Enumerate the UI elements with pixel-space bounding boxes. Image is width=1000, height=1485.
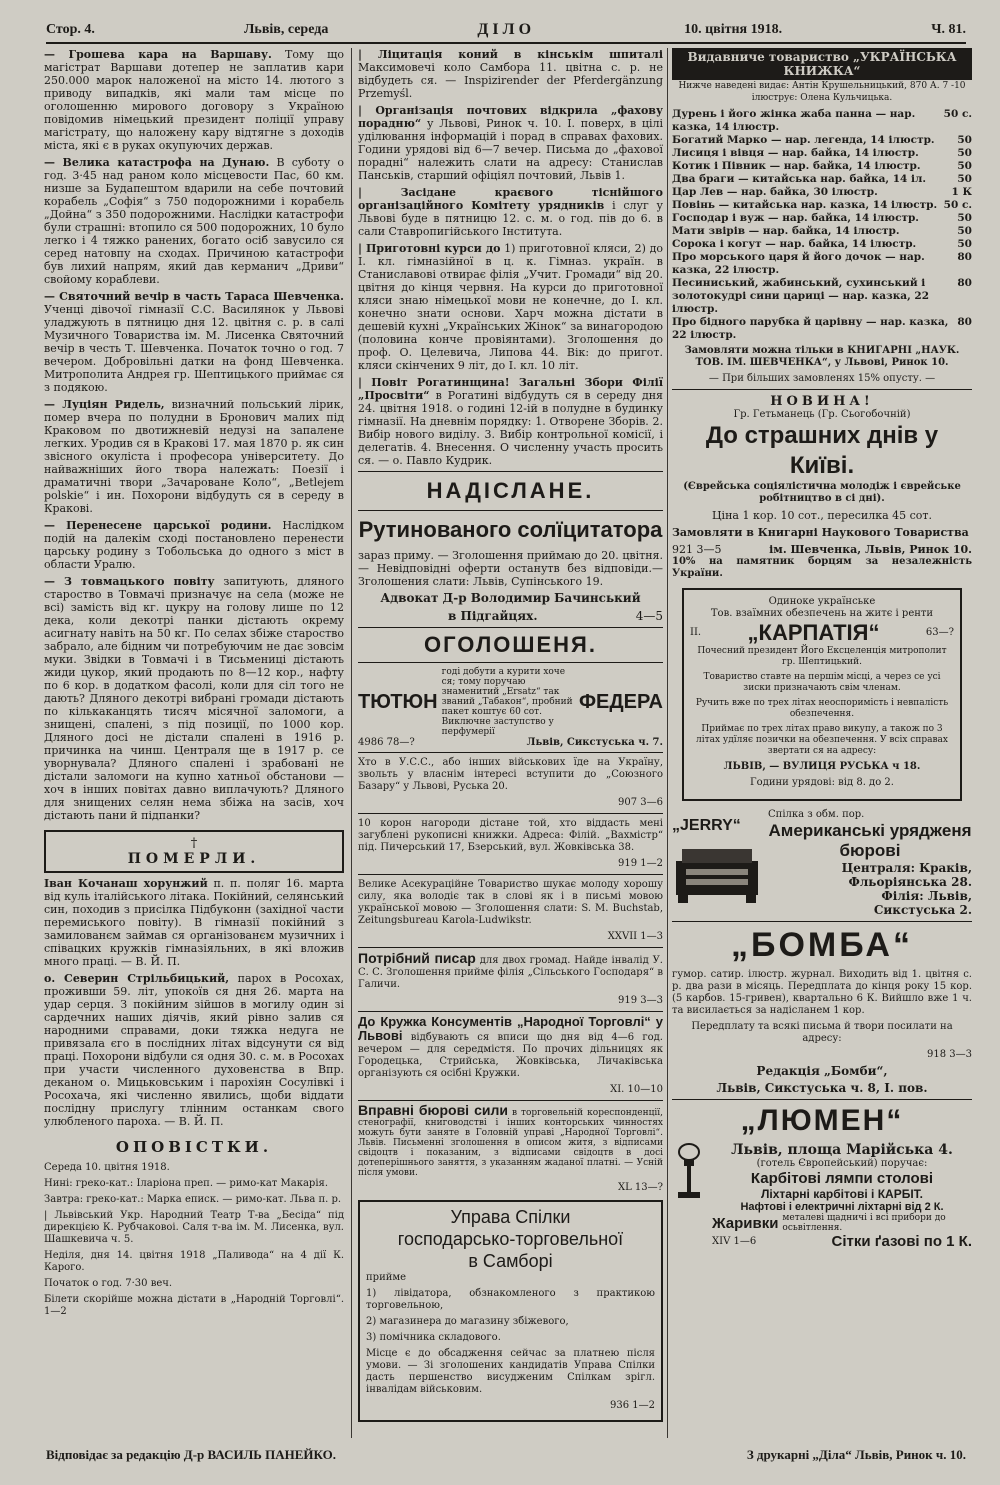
book-title: Сорока і когут — нар. байка, 14 ілюстр.	[672, 238, 917, 250]
clerks-code: XL 13—?	[617, 1182, 663, 1193]
sambir-position: 3) помічника складового.	[366, 1332, 501, 1343]
book-item	[672, 277, 972, 316]
news-item-text: Наслідком подій на далекім сході постановлено перенести царську родину з Тобольська до одного з міст в области Уралю.	[44, 519, 344, 571]
book-title: Мати звірів — нар. байка, 14 ілюстр.	[672, 225, 900, 237]
news-item	[44, 48, 344, 152]
news-sub: (Єврейська соціялістична молодіж і єврейське робітництво в сі дні).	[683, 481, 961, 504]
book-price: 1 К	[951, 186, 972, 198]
news-order-2: ім. Шевченка, Львів, Ринок 10.	[769, 543, 972, 556]
divider	[358, 1011, 663, 1012]
book-title: Про морського царя й його дочок — нар. казка, 22 ілюстр.	[672, 251, 925, 276]
divider	[672, 921, 972, 922]
news-item-text: визначний польський лірик, помер вчера по полудни в Бронович малих під Краковом по двотижневій недузі на запалене легких. Уродив ся в Кракові 17. мая 1870 р. як син звісного окуліста і професора університету. До найважніших його твора належать: Поезії і драматичні твори „Зачароване Коло“, „Betlejem polskie“ і ин. Похорони відбудуть ся в середу в Кракові.	[44, 398, 344, 515]
news-item	[44, 398, 344, 515]
lumen-line-2: Ліхтарні карбітові і КАРБІТ.	[760, 1187, 923, 1201]
lamp-icon	[672, 1142, 706, 1202]
book-item	[672, 186, 972, 199]
announcement	[358, 186, 663, 238]
divider	[672, 389, 972, 390]
news-item	[44, 156, 344, 286]
divider	[358, 510, 663, 511]
obituary-text: п. п. поляг 16. марта від куль італійського літака. Покійний, селянський син, походив з присілка Підбуконн (західної части перемиського повіту). В гімназії покійний з замилованєм займав ся організованєм музичних і співацких кружків гімназіяльних, в які вложив много праці. — В. Й. П.	[44, 877, 344, 968]
solicitor-place: в Підгайцях.	[448, 609, 538, 623]
book-title: Про бідного парубка й царівну — нар. казка, 22 ілюстр.	[672, 316, 949, 341]
footer-printer: З друкарні „Діла“ Львів, Ринок ч. 10.	[746, 1447, 966, 1462]
tobacco-ad	[358, 667, 663, 737]
karpatia-address: ЛЬВІВ, — ВУЛИЦЯ РУСЬКА ч 18.	[723, 761, 921, 772]
place-day: Львів, середа	[243, 22, 329, 37]
solicitor-signature: Адвокат Д-р Володимир Бачинський	[380, 591, 641, 605]
book-item	[672, 251, 972, 277]
solicitor-text: зараз приму. — Зголошення приймаю до 20. цвітня. — Невідповідні оферти останутв без відповіди.—Зголошения слати: Львів, Супінського 19.	[358, 549, 663, 588]
notice	[44, 1250, 344, 1274]
lumen-line-5: Сітки ґазові по 1 К.	[831, 1233, 972, 1250]
book-item	[672, 316, 972, 342]
sambir-title-2: господарсько-торговельної	[397, 1229, 624, 1249]
karpatia-name: „КАРПАТІЯ“	[747, 620, 880, 645]
lumen-hotel: (готель Європейський) поручає:	[756, 1158, 928, 1169]
announcement-lead: | Приготовні курси до	[358, 242, 501, 255]
footer-editor: Відповідає за редакцію Д-р ВАСИЛЬ ПАНЕЙКО.	[46, 1447, 336, 1462]
notice	[44, 1162, 344, 1174]
divider	[358, 662, 663, 663]
solicitor-place-row	[358, 609, 663, 623]
coop-ad: відбувають ся вписи що дня від 4—6 год. вечером — для середмістя. По прочих дільницях як Городецька, Стрийська, Жовківська, Личаківська організують ся осібні Кружки.	[358, 1032, 663, 1079]
jerry-name: „JERRY“	[672, 817, 741, 834]
lumen-line-4	[712, 1213, 972, 1233]
book-price: 50	[957, 173, 972, 185]
book-title: Господар і вуж — нар. байка, 14 ілюстр.	[672, 212, 919, 224]
book-price: 50	[957, 212, 972, 224]
karpatia-roman: II.	[690, 627, 702, 638]
clerks-lead: Вправні бюрові сили	[358, 1102, 508, 1118]
news-item-lead: — Грошева кара на Варшаву.	[44, 48, 272, 61]
news-item	[44, 575, 344, 822]
book-price: 80	[957, 277, 972, 289]
book-title: Богатий Марко — нар. легенда, 14 ілюстр.	[672, 134, 935, 146]
solicitor-code: 4—5	[635, 609, 663, 623]
announcement-lead: | Повіт Рогатинщина! Загальні Збори Філії „Просвіти“	[358, 376, 663, 402]
typewriter-icon	[672, 835, 762, 905]
notice-text: Початок о год. 7·30 веч.	[44, 1278, 173, 1289]
book-price: 50	[957, 238, 972, 250]
book-price: 80	[957, 251, 972, 263]
notice	[44, 1178, 344, 1190]
obituary	[44, 972, 344, 1128]
book-item	[672, 199, 972, 212]
obituary-text: парох в Росохах, проживши 59. літ, упокоїв ся дня 26. марта на удар серця. З покійним зійшов в могилу один зі сардечних наших діячів, який рівно залив ся народними справами, доки тяжка недуга не привязала єго в послідних літах відсунути ся від праці. Похорони відбули ся одня 30. с. м. в Росохах при участи численного духовенства в Впр. деканом о. Мицьковським і парохіян Сосулівкі і Росохача, які численно явились, щоби віддати послідну прислугу тлінним останкам свого улюбленого пароха. — В. Й. П.	[44, 972, 344, 1128]
lumen-line-4b: металеві щадничі і всі прибори до осьвітлення.	[782, 1213, 946, 1233]
news-item-text: Ученці дівочої гімназії С.С. Василянок у Львові уладжують в пятницю дня 12. цвітня с. р. в салі Музичного Товариства ім. М. Лисенка Святочний вечір в честь Т. Шевченка. Початок точно о год. 7 вечером. Добровільні датки на фонд Шевченка. Митрополита Андрея гр. Шептицького приймає ся з подякою.	[44, 303, 344, 394]
news-item-text: запитують, дляного староство в Товмачі призначує на села (може не всі) замість від кг. цукру на голову лише по 12 декa, коли декотрі панки дістають окремy асигнату навіть на 50 кг. По селах збіже староство забрало, але бідним чи потребуючим не дає зовсім муки. Звідки в Товмачі і в Тисьмениці дістають жиди цукор, який продають по 8—12 кор., нафту по 6 кор. в додатком фасолі, коли для сіл того не дають? Дляного декотрі вибрані громади дістають по кількаканцять тисяч місячної заломоги, а знищені, спалені, з під позиції, по 1000 кор. Дляного досі не дістали спалені в 1916 р. причинка на чинш. Централя ще в 1917 р. се уворнувала? Дляного спалені і зрабовані не дістали заломоги на купно хатньої обстанови — хоч в інших повітах давно виплачують? Дляного для знищених селян нема збіжа на засів, хоч дістають пани й підпанки?	[44, 575, 344, 822]
jerry-ad	[672, 809, 972, 917]
notices-title: ОПОВІСТКИ.	[115, 1138, 273, 1156]
announcement	[358, 376, 663, 467]
karpatia-hours: Години урядові: від 8. до 2.	[750, 777, 894, 788]
news-author: Гр. Гетьманець (Гр. Сьогобочній)	[733, 409, 911, 420]
book-title: Два браги — китайська нар. байка, 14 іл.	[672, 173, 927, 185]
divider	[358, 874, 663, 875]
bomba-address-1: Редакція „Бомби“,	[756, 1064, 888, 1078]
announcement-lead: | Організація почтових відкрила „фахову порадню“	[358, 104, 663, 130]
lumen-line-3: Нафтові і електричні ліхтарні від 2 К.	[740, 1201, 944, 1213]
book-list	[672, 108, 972, 342]
bomba-code: 918 3—3	[927, 1049, 972, 1060]
karpatia-code: 63—?	[925, 627, 954, 638]
divider	[358, 627, 663, 628]
news-item-lead: — Велика катастрофа на Дунаю.	[44, 156, 270, 169]
book-item	[672, 134, 972, 147]
book-item	[672, 173, 972, 186]
notice-text: Нині: греко-кат.: Іларіона преп. — римо-кат Макарія.	[44, 1178, 329, 1189]
sambir-code: 936 1—2	[610, 1400, 655, 1411]
jerry-address-4: Сикстуська 2.	[873, 903, 972, 917]
announcement-text: і слуг у Львові буде в пятницю 12. с. м. о год. пів до 6. в сали Ставропигійського Інститута.	[358, 199, 663, 238]
publisher-title: Видавниче товариство „УКРАЇНСЬКА КНИЖКА“	[672, 48, 972, 80]
news-item-text: Тому що магістрат Варшави дотепер не заплатив кари 250.000 марок наложеної на місто 14. лютого з приводу випадків, які мали там місце по оголошенню мирового договору з Україною повідомив німецький президент поліції управу магістрату, що наложену кару відтягне з доходів міста, які є в руках окупуючих держав.	[44, 48, 344, 152]
news-order: Замовляти в Книгарні Наукового Товариства	[672, 526, 969, 539]
divider	[358, 471, 663, 472]
obituary-lead: о. Северин Стрільбицький,	[44, 972, 230, 985]
karpatia-line-2: Тов. взаїмних обезпечень на житє і ренти	[710, 608, 934, 619]
sambir-position: 1) лівідатора, обзнакомленого з практикою торговельною,	[366, 1288, 655, 1311]
notice-text: Середа 10. цвітня 1918.	[44, 1162, 170, 1173]
book-item	[672, 108, 972, 134]
notice-text: | Львівський Укр. Народний Театр Т-ва „Бесіда“ під дирекцією К. Рубчаковоі. Саля т-ва ім. М. Лисенка, вул. Шашкевича ч. 5.	[44, 1210, 344, 1245]
news-price: Ціна 1 кор. 10 сот., пересилка 45 сот.	[711, 509, 933, 522]
book-title: Котик і Півник — нар. байка, 14 ілюстр.	[672, 160, 921, 172]
karpatia-line-1: Одиноке українське	[768, 596, 876, 607]
book-price: 50	[957, 134, 972, 146]
died-title: ПОМЕРЛИ.	[127, 851, 261, 867]
jerry-sub: Спілка з обм. пор.	[768, 809, 865, 820]
column-rule	[351, 48, 352, 1438]
karpatia-text-3: Ручить вже по трех літах неоспоримість і невпалість обезпечення.	[695, 698, 949, 719]
bomba-pay: Передплату та всякі письма й твори посилати на адресу:	[691, 1021, 953, 1044]
divider	[358, 947, 663, 948]
obituary-header	[44, 830, 344, 873]
news-item-text: В суботу о год. 3·45 над раном коло місцевости Пас, 60 км. низше за Будапештом вдарили на себе почтовий корабель „Софія“ з 750 подорожними і корабель „Дойна“ з 350 подорожними. Наслідки катастрофи були страшні: втопило ся 500 подорожних, 10 було легко і 4 тяжко ранених, богато осіб завусило ся серед натовпу на сходах. Причиною катастрофи був лихий напрям, який дав керманич „Дриви“ свойому кораблеви.	[44, 156, 344, 286]
coop-lead: До Кружка Консументів „Народної Торговлі“ у Львові	[358, 1014, 663, 1043]
book-item	[672, 238, 972, 251]
page-footer	[46, 1447, 966, 1463]
jerry-address-1: Централя: Краків,	[841, 861, 972, 875]
divider	[358, 813, 663, 814]
announcement	[358, 104, 663, 182]
book-price: 50 с.	[943, 108, 972, 120]
tobacco-address: Львів, Сикстуська ч. 7.	[526, 737, 663, 748]
announcement-lead: | Засідане краєвого тіснійшого організаційного Комітету урядників	[358, 186, 663, 212]
lumen-code: XIV 1—6	[712, 1235, 757, 1247]
lumen-text	[712, 1142, 972, 1250]
divider	[358, 1100, 663, 1101]
divider	[672, 1099, 972, 1100]
divider	[358, 752, 663, 753]
news-title: До страшних днів у Київі.	[705, 422, 939, 479]
clerks-ad: в торговельній кореспонденції, стенографії, книговодстві і інших конторських чинностях можуть бути занятe в Головній управі „Народної Торговлі“. Львів. Письменні зголошення в описом житя, з відписами свідоцтв і показаним, з відписами свідоцтв в досі дотеперішнього заняття, з указанням жаданої платні. — Усній після умови.	[358, 1108, 663, 1178]
news-item-lead: — З товмацького повіту	[44, 575, 215, 588]
announcement-text: Максимовечі коло Самбора 11. цвітна с. р. не відбудеть ся. — Inspizirender der Pferdergänzung Przemyśl.	[358, 61, 663, 100]
notice-text: Завтра: греко-кат.: Марка еписк. — римо-кат. Льва п. р.	[44, 1194, 342, 1205]
news-order-row	[672, 543, 972, 556]
book-price: 50	[957, 225, 972, 237]
obituaries	[44, 877, 344, 1128]
news-label: НОВИНА!	[770, 394, 874, 409]
book-title: Цар Лев — нар. байка, 30 ілюстр.	[672, 186, 878, 198]
notice	[44, 1294, 344, 1318]
column-3	[672, 48, 972, 1250]
tobacco-left: ТЮТЮН	[358, 690, 438, 713]
book-item	[672, 160, 972, 173]
notice	[44, 1278, 344, 1290]
scribe-code: 919 3—3	[618, 995, 663, 1006]
obituary-lead: Іван Кочанаш хорунжий	[44, 877, 208, 890]
page-header	[46, 18, 966, 44]
announcement-lead: | Ліцитація коний в кінськім шпиталі	[358, 48, 663, 61]
sambir-accepts: прийме	[366, 1272, 407, 1283]
ads-title: ОГОЛОШЕНЯ.	[423, 632, 597, 657]
book-item	[672, 225, 972, 238]
lumen-line-5-row	[712, 1233, 972, 1250]
news-code: 921 3—5	[672, 543, 722, 556]
jerry-right	[768, 809, 972, 917]
reward-code: 919 1—2	[618, 858, 663, 869]
insurance-ad: Велике Асекураційне Товариство шукає молоду хорошу силу, яка володіє так в слові як і в письмі мовою української мовою — Зголошення слати: S. M. Buchstab, Zeitungsbureau Karola-Ludwikstr.	[358, 879, 663, 926]
book-price: 50 с.	[943, 199, 972, 211]
column-2	[358, 48, 663, 1426]
tobacco-footer	[358, 737, 663, 748]
tobacco-code: 4986 78—?	[358, 737, 415, 748]
publisher-sub: Нижче наведені видає: Антін Крушельницький, 870 А. 7 -10 ілюструє: Олена Кульчицька.	[678, 81, 966, 103]
karpatia-name-row	[690, 620, 954, 646]
uss-code: 907 3—6	[618, 797, 663, 808]
announcement-text: у Львові, Ринок ч. 10. І. поверх, в цілі уділювання інформацій і порад в справах фахових. Години урядові від 6—7 вечер. Письма до „фахової порадні“ належить слати на адресу: Станислав Панськів, старший офіціял почтовий, Львів 1.	[358, 117, 663, 182]
sambir-ad	[358, 1200, 663, 1422]
lumen-address: Львів, площа Марійська 4.	[731, 1142, 953, 1158]
karpatia-ad	[682, 588, 962, 801]
book-title: Лисиця і вівця — нар. байка, 14 ілюстр.	[672, 147, 919, 159]
announcement-text: в Рогатині відбудуть ся в середу дня 24. цвітня 1918. о годині 12-ій в полудне в будинку гімназії. На дневнім порядку: 1. Отворене Зборів. 2. Вибір нового виділу. 3. Вибір контрольної комісії, і делегатів. 4. Внесення. О численну участь просить ся. — о. Павло Кудрик.	[358, 389, 663, 467]
announcements	[358, 48, 663, 467]
bomba-name: „БОМБА“	[731, 926, 913, 964]
jerry-address-3: Філія: Львів,	[881, 889, 972, 903]
news-item-lead: — Перенесене царської родини.	[44, 519, 272, 532]
news-items	[44, 48, 344, 822]
news-item-lead: — Святочний вечір в часть Тараса Шевченка.	[44, 290, 344, 303]
karpatia-text-2: Товариство ставте на першім місці, а через се усі зиски призначають свім членам.	[703, 672, 941, 693]
tobacco-text: годі добути а курити хоче ся; тому поручаю знаменитий „Ersatz“ так званий „Табакон“, пробний пакет коштує 60 сот. Виключне заступство у перфумерії	[441, 667, 573, 737]
sambir-title-3: в Самборі	[468, 1251, 553, 1271]
jerry-address-2: Фльоріянська 28.	[848, 875, 972, 889]
sambir-positions	[366, 1288, 655, 1344]
bomba-address-2: Львів, Сикстуська ч. 8, I. пов.	[716, 1081, 928, 1095]
book-price: 50	[957, 147, 972, 159]
insurance-code: XXVII 1—3	[607, 931, 663, 942]
book-price: 80	[957, 316, 972, 328]
notice	[44, 1210, 344, 1246]
notice-text: Неділя, дня 14. цвітня 1918 „Паливода“ на 4 дії К. Карого.	[44, 1250, 344, 1273]
lumen-body	[672, 1142, 972, 1250]
news-item-lead: — Луціян Ридель,	[44, 398, 165, 411]
sent-title: НАДІСЛАНЕ.	[426, 478, 595, 503]
book-item	[672, 147, 972, 160]
issue-date: 10. цвітня 1918.	[684, 22, 783, 37]
column-1	[44, 48, 344, 1322]
notices	[44, 1162, 344, 1318]
notice	[44, 1194, 344, 1206]
tobacco-right: ФЕДЕРА	[578, 690, 663, 713]
masthead: ДІЛО	[477, 21, 536, 38]
scribe-ad: для двох громад. Найде інвалід У. С. С. Зголошення прийме філія „Сільського Господаря“ в Галичи.	[358, 955, 663, 990]
jerry-left	[672, 817, 762, 909]
lumen-line-1: Карбітові лямпи столові	[750, 1170, 934, 1187]
jerry-title: Американські уряджeня бюрові	[768, 821, 972, 860]
solicitor-title: Рутинованого солїцитатора	[358, 517, 663, 542]
column-rule	[667, 48, 668, 1438]
news-item	[44, 290, 344, 394]
discount-note: — При більших замовленях 15% опусту. —	[708, 373, 936, 384]
karpatia-text-4: Приймає по трех літах право викупу, а також по 3 літах удїляє позички на обезпечення. У всіх справах звертати ся на адресу:	[696, 724, 948, 756]
news-item	[44, 519, 344, 571]
obituary	[44, 877, 344, 968]
book-item	[672, 212, 972, 225]
announcement	[358, 48, 663, 100]
issue-number: Ч. 81.	[931, 22, 966, 37]
announcement	[358, 242, 663, 372]
lumen-line-4a: Жаривки	[712, 1214, 779, 1232]
uss-ad: Хто в У.С.С., або інших військових їде на Україну, звольть у власнім інтересі вступити до „Союзного Базару“ у Львові, Руська 20.	[358, 757, 663, 792]
order-note: Замовляти можна тільки в КНИГАРНІ „НАУК. ТОВ. ІМ. ШЕВЧЕНКА“, у Львові, Ринок 10.	[684, 345, 960, 368]
lumen-name: „ЛЮМЕН“	[740, 1104, 904, 1137]
book-title: Дурень і його жінка жаба панна — нар. казка, 14 ілюстр.	[672, 108, 916, 133]
news-percent: 10% на памятник борцям за незалежність України.	[672, 556, 972, 579]
notice-text: Білети скорійше можна дістати в „Народній Торговлі“. 1—2	[44, 1294, 344, 1317]
cross-icon: †	[190, 836, 198, 851]
coop-code: XI. 10—10	[610, 1084, 663, 1095]
scribe-lead: Потрібний писар	[358, 950, 476, 966]
announcement-text: 1) приготовної кляси, 2) до І. кл. гімназійної в ц. к. Гімназ. україн. в Станиславові отвирає філія „Учит. Громади“ від 20. цвітня до кінця червня. На курси до приготовної кляси знаю німецької мови не конечне, до І. кл. конечно знати основи. Харч можна дістати в дешевій кухні „Українських Жінок“ за винагородою (половина конче провіянтами). Зголошення до проф. О. Целевича, Липова 44. Вік: до пригот. кляси скінчених 9 літ, до І. кл. 10 літ.	[358, 242, 663, 372]
karpatia-text-1: Почесний президент Його Ексцеленція митрополит гр. Шептицький.	[697, 646, 947, 667]
bomba-text: гумор. сатир. ілюстр. журнал. Виходить від 1. цвітня с. р. два рази в місяць. Передплата до кінця року 15 кор. (5 карбов. 15-гривен), квартально 6 К. Вийшло вже 1 ч. та висилається за надісланем 1 кор.	[672, 969, 972, 1016]
sambir-text: Місце є до обсадження сейчас за платнею після умови. — Зі зголошених кандидатів Управа Спілки дасть першенство висудженим Спілкам зрігл. інвалідам військовим.	[366, 1348, 655, 1395]
book-title: Повінь — китайська нар. казка, 14 ілюстр.	[672, 199, 938, 211]
book-title: Песиниський, жабинський, сухинський і золотокудрі сини цариці — нар. казка, 22 ілюстр.	[672, 277, 930, 315]
sambir-position: 2) магазинера до магазину збіжевого,	[366, 1316, 569, 1327]
page-number: Стор. 4.	[46, 22, 95, 37]
reward-ad: 10 корон нагороди дістане той, хто віддасть мені загублені рукописні книжки. Адреса: Філій. „Вахмістр“ під. Пичерський 17, Бзерський, вул. Жовківська 38.	[358, 818, 663, 853]
sambir-title-1: Управа Спілки	[450, 1207, 571, 1227]
book-price: 50	[957, 160, 972, 172]
